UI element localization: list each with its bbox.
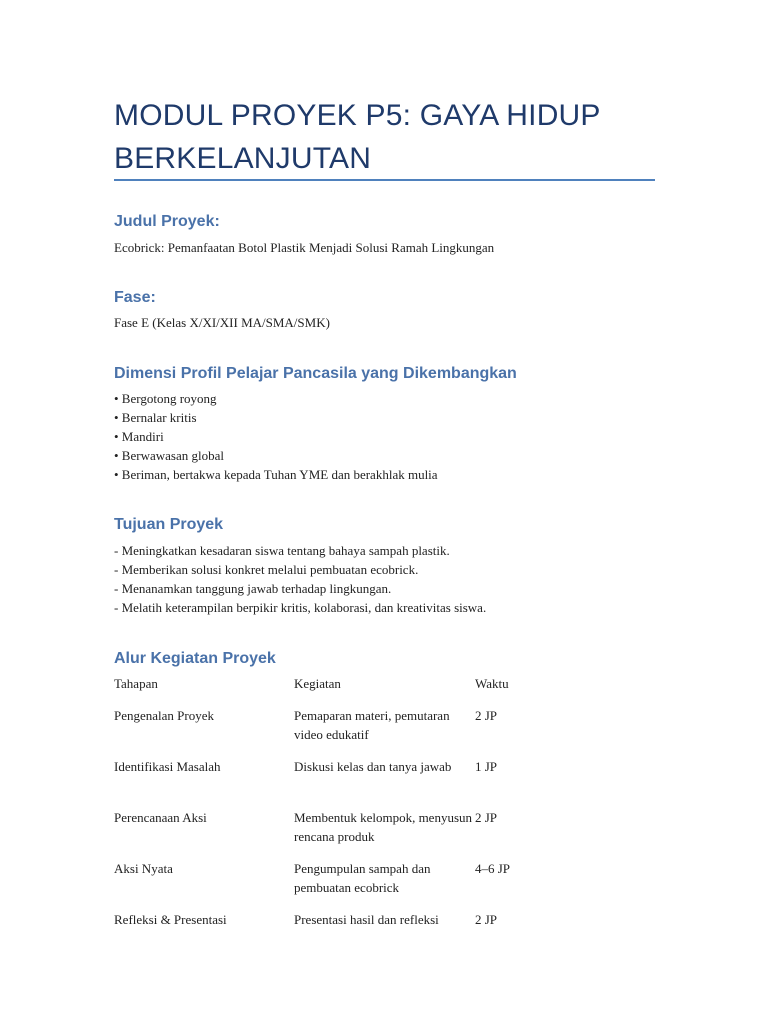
list-item: • Beriman, bertakwa kepada Tuhan YME dan berakhlak mulia <box>114 467 438 482</box>
column-header-tahapan: Tahapan <box>114 676 158 691</box>
kegiatan-cell: Diskusi kelas dan tanya jawab <box>294 759 452 774</box>
dimensi-heading: Dimensi Profil Pelajar Pancasila yang Dikembangkan <box>114 365 517 382</box>
judul-text: Ecobrick: Pemanfaatan Botol Plastik Menjadi Solusi Ramah Lingkungan <box>114 240 495 255</box>
column-header-waktu: Waktu <box>475 676 509 691</box>
waktu-cell: 2 JP <box>475 708 498 723</box>
kegiatan-cell: Pengumpulan sampah dan pembuatan ecobrick <box>294 861 431 895</box>
tahapan-cell: Perencanaan Aksi <box>114 810 207 825</box>
alur-table <box>114 674 555 961</box>
waktu-cell: 4–6 JP <box>475 861 511 876</box>
tahapan-cell: Identifikasi Masalah <box>114 759 221 774</box>
table-row <box>114 808 555 859</box>
list-item: - Memberikan solusi konkret melalui pembuatan ecobrick. <box>114 562 419 577</box>
list-item: - Menanamkan tanggung jawab terhadap lingkungan. <box>114 581 392 596</box>
waktu-cell: 1 JP <box>475 759 498 774</box>
tahapan-cell: Aksi Nyata <box>114 861 173 876</box>
dimensi-list <box>114 389 438 484</box>
table-row <box>114 859 555 910</box>
tujuan-heading: Tujuan Proyek <box>114 516 224 533</box>
judul-heading: Judul Proyek: <box>114 213 220 230</box>
waktu-cell: 2 JP <box>475 810 498 825</box>
kegiatan-cell: Membentuk kelompok, menyusun rencana produk <box>294 810 473 844</box>
document-title: MODUL PROYEK P5: GAYA HIDUP BERKELANJUTAN <box>114 99 601 175</box>
table-header-row <box>114 674 555 706</box>
table-row <box>114 757 555 808</box>
tujuan-list <box>114 541 486 617</box>
table-row <box>114 706 555 757</box>
list-item: • Bernalar kritis <box>114 410 197 425</box>
list-item: - Melatih keterampilan berpikir kritis, kolaborasi, dan kreativitas siswa. <box>114 600 487 615</box>
list-item: - Meningkatkan kesadaran siswa tentang bahaya sampah plastik. <box>114 543 450 558</box>
column-header-kegiatan: Kegiatan <box>294 676 341 691</box>
list-item: • Berwawasan global <box>114 448 224 463</box>
tahapan-cell: Pengenalan Proyek <box>114 708 215 723</box>
kegiatan-cell: Presentasi hasil dan refleksi <box>294 912 439 927</box>
table-row <box>114 910 555 961</box>
kegiatan-cell: Pemaparan materi, pemutaran video edukatif <box>294 708 450 742</box>
list-item: • Bergotong royong <box>114 391 217 406</box>
waktu-cell: 2 JP <box>475 912 498 927</box>
list-item: • Mandiri <box>114 429 164 444</box>
fase-heading: Fase: <box>114 289 156 306</box>
alur-heading: Alur Kegiatan Proyek <box>114 650 276 667</box>
fase-text: Fase E (Kelas X/XI/XII MA/SMA/SMK) <box>114 315 330 330</box>
title-divider <box>114 179 655 181</box>
tahapan-cell: Refleksi & Presentasi <box>114 912 227 927</box>
